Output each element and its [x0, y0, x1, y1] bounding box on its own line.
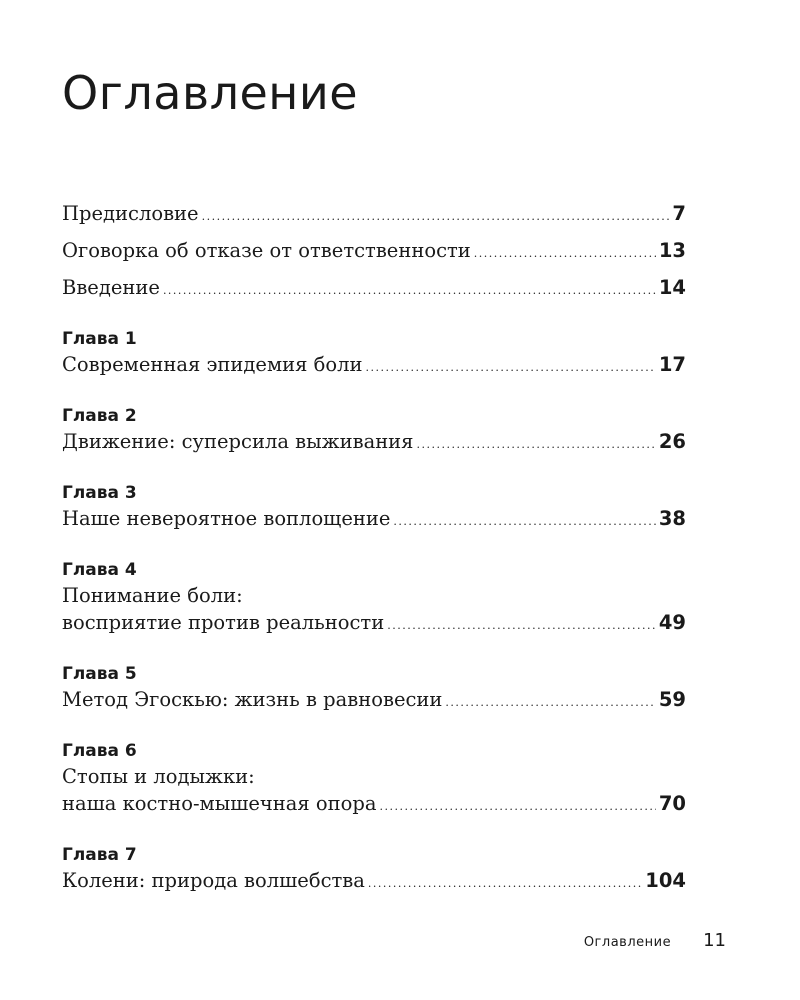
toc-chapter-7[interactable]	[62, 843, 686, 897]
toc-chapter-2[interactable]	[62, 404, 686, 458]
toc-entry-title-line: Стопы и лодыжки:	[62, 765, 255, 788]
dot-leader	[163, 277, 656, 304]
toc-entry-title: наша костно-мышечная опора	[62, 792, 377, 815]
toc-page-number: 59	[658, 688, 686, 711]
toc-page-number: 38	[658, 507, 686, 530]
page-title: Оглавление	[62, 66, 359, 120]
dot-leader	[417, 431, 656, 458]
toc-page-number: 14	[658, 276, 686, 299]
toc-entry-introduction[interactable]	[62, 274, 686, 304]
toc-chapter-4[interactable]	[62, 558, 686, 639]
table-of-contents	[62, 200, 686, 897]
chapter-label: Глава 2	[62, 406, 137, 426]
chapter-label: Глава 1	[62, 329, 137, 349]
page-number: 11	[703, 930, 726, 951]
chapter-label: Глава 7	[62, 845, 137, 865]
dot-leader	[365, 354, 655, 381]
dot-leader	[380, 793, 656, 820]
dot-leader	[474, 240, 656, 267]
toc-entry-title: Наше невероятное воплощение	[62, 507, 391, 530]
toc-entry-title: Современная эпидемия боли	[62, 353, 363, 376]
dot-leader	[393, 508, 655, 535]
toc-page-number: 13	[658, 239, 686, 262]
dot-leader	[387, 612, 656, 639]
chapter-label: Глава 6	[62, 741, 137, 761]
toc-page-number: 49	[658, 611, 686, 634]
toc-entry-title: Колени: природа волшебства	[62, 869, 365, 892]
toc-chapter-5[interactable]	[62, 662, 686, 716]
toc-page-number: 7	[672, 202, 686, 225]
toc-entry	[62, 351, 686, 381]
toc-entry	[62, 609, 686, 639]
toc-entry-title: Оговорка об отказе от ответственности	[62, 239, 471, 262]
toc-page-number: 70	[658, 792, 686, 815]
toc-chapter-1[interactable]	[62, 327, 686, 381]
toc-entry-disclaimer[interactable]	[62, 237, 686, 267]
toc-entry-title: Предисловие	[62, 202, 199, 225]
dot-leader	[202, 203, 670, 230]
dot-leader	[368, 870, 642, 897]
toc-entry	[62, 686, 686, 716]
toc-entry-title-line: Понимание боли:	[62, 584, 243, 607]
chapter-label: Глава 3	[62, 483, 137, 503]
dot-leader	[445, 689, 655, 716]
toc-chapter-6[interactable]	[62, 739, 686, 820]
toc-page-number: 104	[645, 869, 686, 892]
toc-page-number: 26	[658, 430, 686, 453]
toc-entry	[62, 790, 686, 820]
toc-page-number: 17	[658, 353, 686, 376]
toc-entry	[62, 428, 686, 458]
toc-entry	[62, 867, 686, 897]
chapter-label: Глава 4	[62, 560, 137, 580]
page-footer	[584, 930, 726, 951]
chapter-label: Глава 5	[62, 664, 137, 684]
front-matter	[62, 200, 686, 304]
toc-chapter-3[interactable]	[62, 481, 686, 535]
toc-entry-preface[interactable]	[62, 200, 686, 230]
toc-entry-title: восприятие против реальности	[62, 611, 385, 634]
toc-entry-title: Метод Эгоскью: жизнь в равновесии	[62, 688, 443, 711]
toc-entry	[62, 505, 686, 535]
toc-entry-title: Движение: суперсила выживания	[62, 430, 414, 453]
toc-entry-title: Введение	[62, 276, 160, 299]
running-title: Оглавление	[583, 935, 672, 950]
